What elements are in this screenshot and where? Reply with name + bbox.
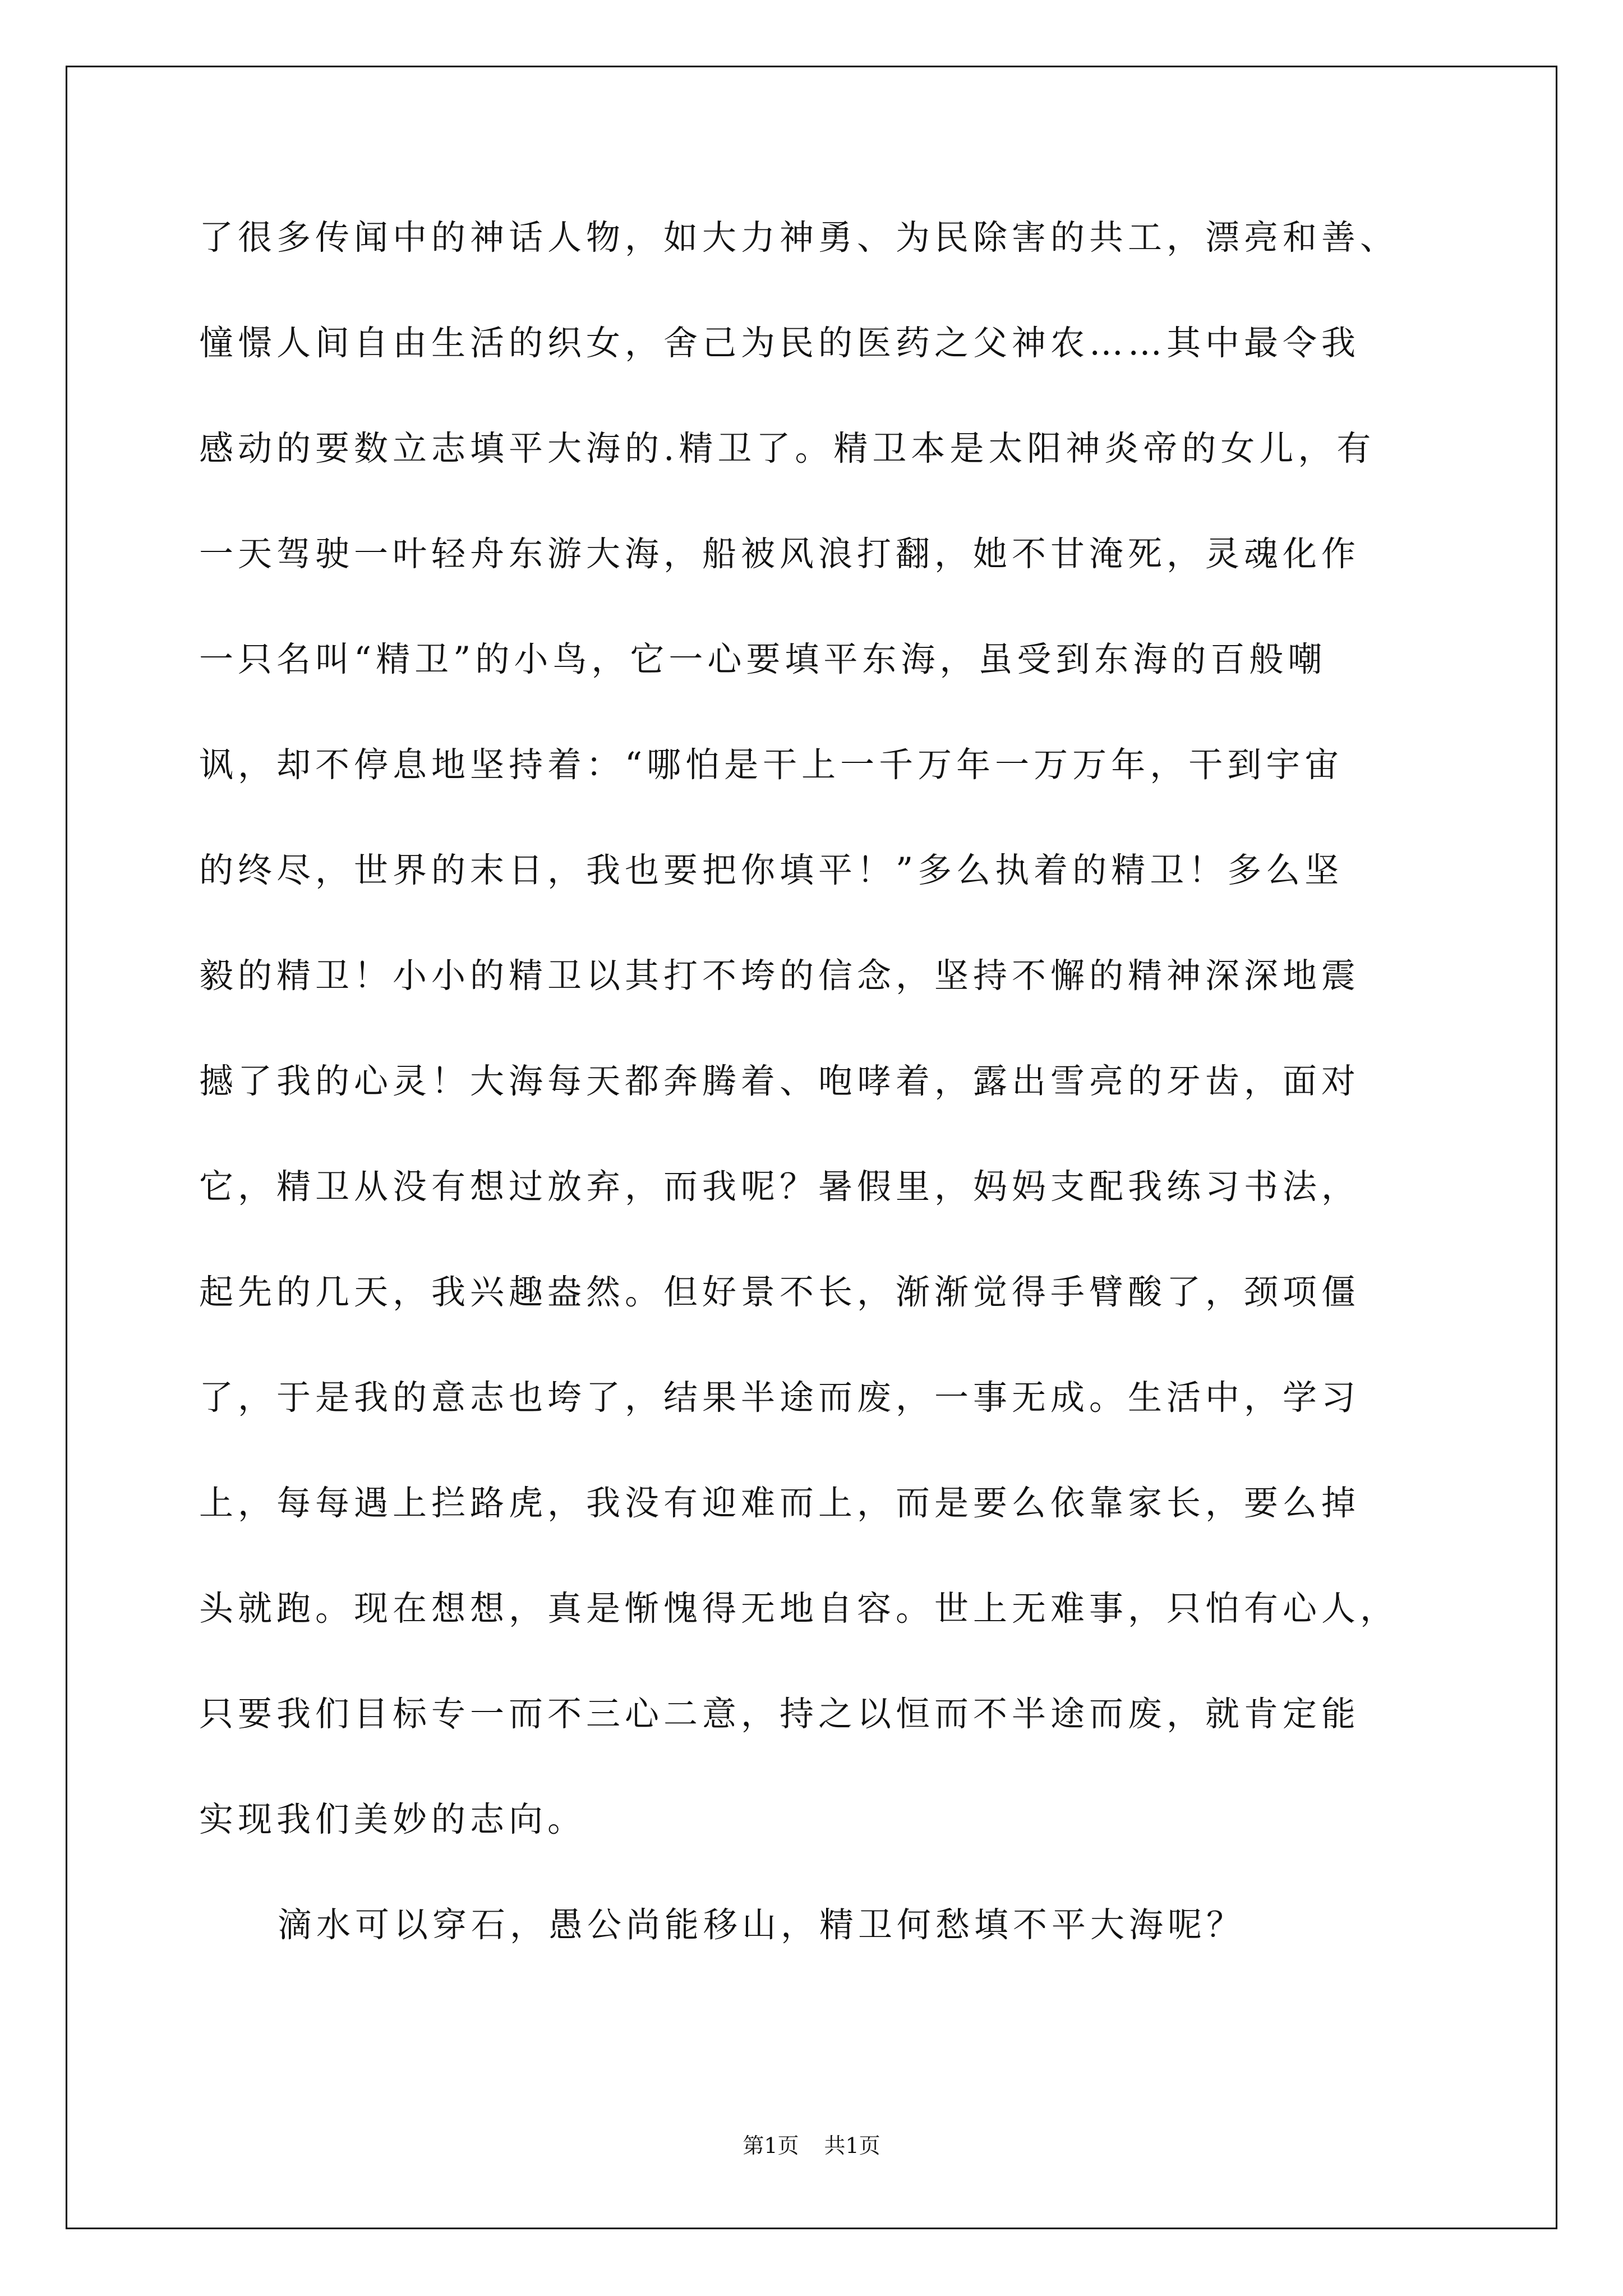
text-line: 它，精卫从没有想过放弃，而我呢？暑假里，妈妈支配我练习书法， [199, 1167, 1361, 1207]
text-line: 了，于是我的意志也垮了，结果半途而废，一事无成。生活中，学习 [199, 1378, 1361, 1418]
text-line: 起先的几天，我兴趣盎然。但好景不长，渐渐觉得手臂酸了，颈项僵 [199, 1272, 1361, 1312]
text-line: 一只名叫“精卫”的小鸟，它一心要填平东海，虽受到东海的百般嘲 [199, 639, 1327, 679]
text-line: 头就跑。现在想想，真是惭愧得无地自容。世上无难事，只怕有心人， [199, 1589, 1399, 1628]
page-number: 第1页 [743, 2133, 799, 2158]
text-line: 毅的精卫！小小的精卫以其打不垮的信念，坚持不懈的精神深深地震 [199, 956, 1361, 996]
text-line: 撼了我的心灵！大海每天都奔腾着、咆哮着，露出雪亮的牙齿，面对 [199, 1061, 1361, 1101]
page-total: 共1页 [824, 2133, 880, 2158]
text-line: 感动的要数立志填平大海的.精卫了。精卫本是太阳神炎帝的女儿，有 [199, 429, 1376, 468]
text-line: 憧憬人间自由生活的织女，舍己为民的医药之父神农……其中最令我 [199, 323, 1361, 363]
text-line: 讽，却不停息地坚持着：“哪怕是干上一千万年一万万年，干到宇宙 [199, 745, 1344, 785]
document-body [199, 185, 1444, 1978]
text-line: 的终尽，世界的末日，我也要把你填平！”多么执着的精卫！多么坚 [199, 850, 1344, 890]
closing-paragraph: 滴水可以穿石，愚公尚能移山，精卫何愁填不平大海呢？ [278, 1905, 1246, 1945]
text-line: 实现我们美妙的志向。 [199, 1800, 587, 1839]
text-line: 了很多传闻中的神话人物，如大力神勇、为民除害的共工，漂亮和善、 [199, 218, 1399, 257]
text-line: 只要我们目标专一而不三心二意，持之以恒而不半途而废，就肯定能 [199, 1694, 1361, 1734]
text-line: 一天驾驶一叶轻舟东游大海，船被风浪打翻，她不甘淹死，灵魂化作 [199, 534, 1361, 574]
text-line: 上，每每遇上拦路虎，我没有迎难而上，而是要么依靠家长，要么掉 [199, 1483, 1361, 1523]
page-footer [0, 2132, 1623, 2160]
